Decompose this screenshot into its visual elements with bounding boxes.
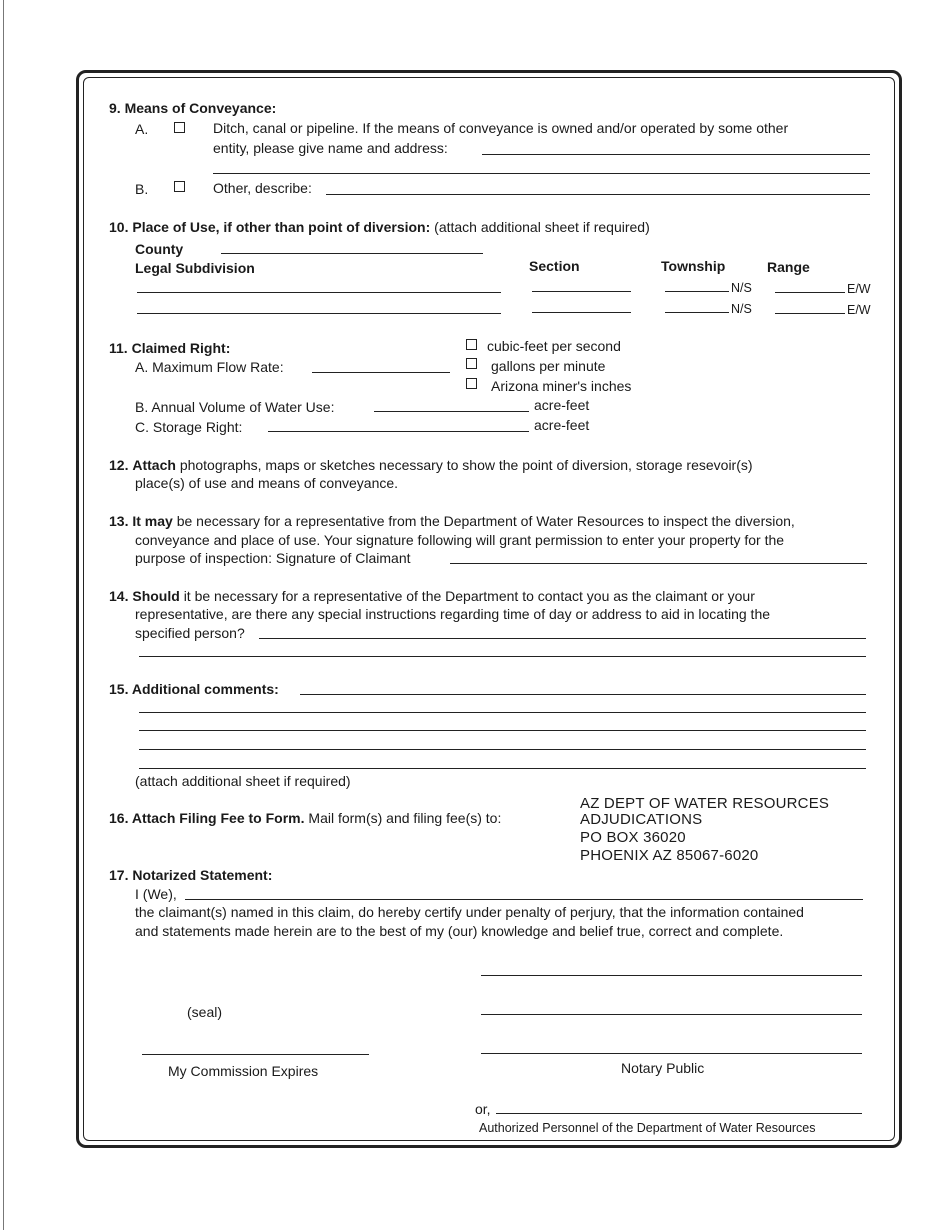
unit-gpm-checkbox[interactable] [466,358,477,369]
option-b-letter: B. [135,181,149,197]
unit-cfs-checkbox[interactable] [466,339,477,350]
conveyance-entity-address-field[interactable] [213,173,870,174]
range-field-1[interactable] [775,292,845,293]
special-instructions-field-2[interactable] [139,656,866,657]
additional-comments-field-5[interactable] [139,768,866,769]
section-header: Section [529,258,580,274]
range-header: Range [767,259,810,275]
range-field-2[interactable] [775,313,845,314]
section-15-note: (attach additional sheet if required) [135,773,351,789]
section-13-line3: purpose of inspection: Signature of Claimant [135,550,411,566]
section-10-title: 10. Place of Use, if other than point of diversion: (attach additional sheet if required) [109,219,650,235]
claimant-names-field[interactable] [185,899,863,900]
additional-comments-field-2[interactable] [139,712,866,713]
mailing-address-line4: PHOENIX AZ 85067-6020 [580,847,759,864]
commission-expires-field[interactable] [142,1054,369,1055]
additional-comments-field-3[interactable] [139,730,866,731]
additional-comments-field-1[interactable] [300,694,866,695]
commission-expires-label: My Commission Expires [168,1063,319,1079]
notary-public-signature-field[interactable] [481,1053,862,1054]
additional-comments-field-4[interactable] [139,749,866,750]
unit-miners-inches-checkbox[interactable] [466,378,477,389]
max-flow-rate-label: A. Maximum Flow Rate: [135,359,284,375]
ew-label-1: E/W [847,282,871,296]
conveyance-entity-name-field[interactable] [482,154,870,155]
special-instructions-field-1[interactable] [259,638,866,639]
ew-label-2: E/W [847,303,871,317]
conveyance-ditch-text-line1: Ditch, canal or pipeline. If the means of conveyance is owned and/or operated by some other [213,120,789,136]
mailing-address-line1: AZ DEPT OF WATER RESOURCES [580,795,830,812]
storage-right-unit: acre-feet [534,417,590,433]
mailing-address-line3: PO BOX 36020 [580,829,686,846]
storage-right-label: C. Storage Right: [135,419,243,435]
certification-text-line2: and statements made herein are to the best of my (our) knowledge and belief true, correct and complete. [135,923,784,939]
section-14-line2: representative, are there any special instructions regarding time of day or address to aid in locating the [135,606,771,622]
scan-edge [3,0,4,1230]
section-15-title: 15. Additional comments: [109,681,279,697]
section-12-line2: place(s) of use and means of conveyance. [135,475,399,491]
unit-cfs-label: cubic-feet per second [487,338,621,354]
claimant-signature-field[interactable] [450,563,867,564]
or-label: or, [475,1101,491,1117]
seal-label: (seal) [187,1004,223,1020]
claimant-signature-line-1[interactable] [481,975,862,976]
section-13-line1: 13. It may be necessary for a representative from the Department of Water Resources to inspect the diversion, [109,513,795,529]
certification-text-line1: the claimant(s) named in this claim, do hereby certify under penalty of perjury, that the information contained [135,904,804,920]
annual-volume-label: B. Annual Volume of Water Use: [135,399,335,415]
township-header: Township [661,258,726,274]
ns-label-1: N/S [731,281,752,295]
section-field-1[interactable] [532,291,631,292]
section-16-line: 16. Attach Filing Fee to Form. Mail form(s) and filing fee(s) to: [109,810,502,826]
section-11-title: 11. Claimed Right: [109,340,231,356]
conveyance-ditch-text-line2: entity, please give name and address: [213,140,448,156]
legal-subdivision-field-1[interactable] [137,292,501,293]
conveyance-other-label: Other, describe: [213,180,312,196]
legal-subdivision-header: Legal Subdivision [135,260,255,276]
township-field-2[interactable] [665,312,729,313]
conveyance-ditch-checkbox[interactable] [174,122,185,133]
ns-label-2: N/S [731,302,752,316]
county-field[interactable] [221,253,483,254]
annual-volume-unit: acre-feet [534,397,590,413]
storage-right-field[interactable] [268,431,529,432]
max-flow-rate-field[interactable] [312,372,450,373]
unit-miners-inches-label: Arizona miner's inches [491,378,632,394]
conveyance-other-field[interactable] [326,194,870,195]
notary-public-label: Notary Public [621,1060,705,1076]
section-9-title: 9. Means of Conveyance: [109,100,277,116]
section-14-line3: specified person? [135,625,245,641]
township-field-1[interactable] [665,291,729,292]
section-14-line1: 14. Should it be necessary for a representative of the Department to contact you as the claimant or your [109,588,755,604]
option-a-letter: A. [135,121,149,137]
section-12-line1: 12. Attach photographs, maps or sketches necessary to show the point of diversion, storage resevoir(s) [109,457,753,473]
legal-subdivision-field-2[interactable] [137,313,501,314]
claimant-names-label: I (We), [135,886,177,902]
section-17-title: 17. Notarized Statement: [109,867,273,883]
unit-gpm-label: gallons per minute [491,358,606,374]
annual-volume-field[interactable] [374,411,529,412]
section-13-line2: conveyance and place of use. Your signature following will grant permission to enter your property for the [135,532,785,548]
section-field-2[interactable] [532,312,631,313]
authorized-personnel-label: Authorized Personnel of the Department of Water Resources [479,1121,816,1135]
claimant-signature-line-2[interactable] [481,1014,862,1015]
mailing-address-line2: ADJUDICATIONS [580,811,703,828]
conveyance-other-checkbox[interactable] [174,181,185,192]
authorized-personnel-signature-field[interactable] [496,1113,862,1114]
county-label: County [135,241,184,257]
